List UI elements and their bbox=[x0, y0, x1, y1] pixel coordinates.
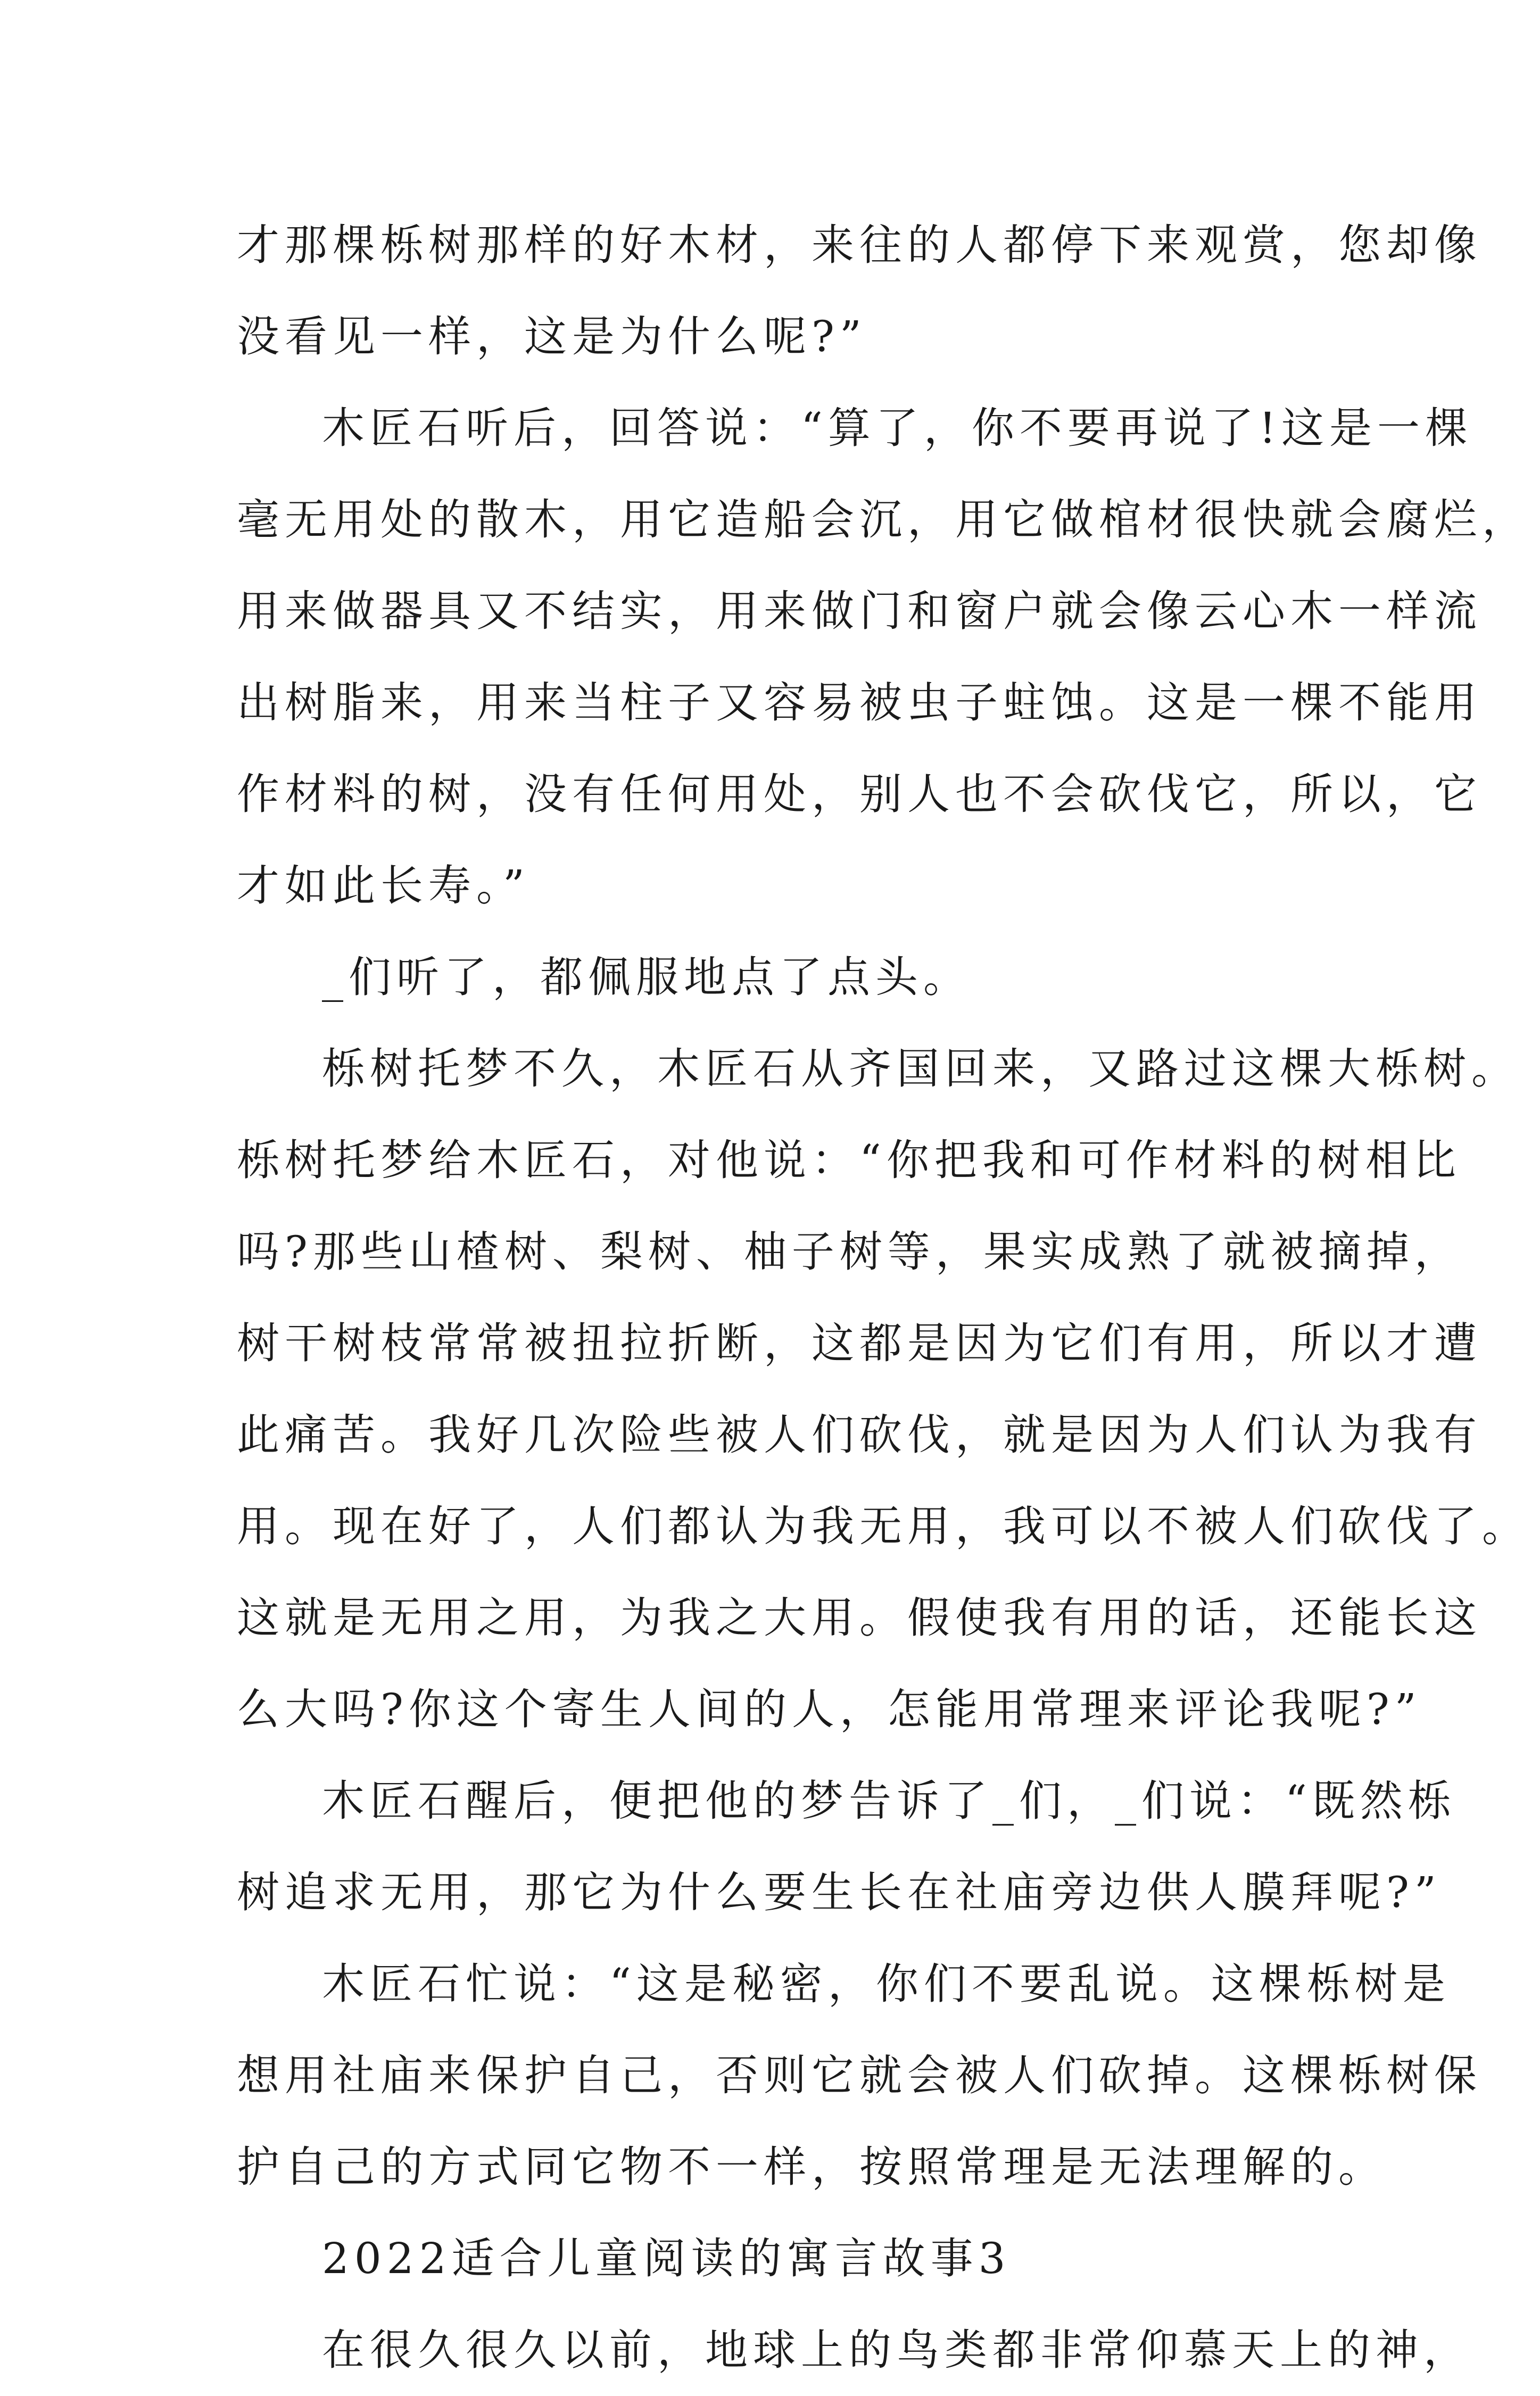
text-line: 在很久很久以前，地球上的鸟类都非常仰慕天上的神， bbox=[322, 2325, 1471, 2375]
text-line: 这就是无用之用，为我之大用。假使我有用的话，还能长这 bbox=[237, 1593, 1482, 1643]
text-line: 栎树托梦不久，木匠石从齐国回来，又路过这棵大栎树。 bbox=[322, 1044, 1519, 1093]
text-line: _们听了，都佩服地点了点头。 bbox=[322, 952, 971, 1002]
text-line: 作材料的树，没有任何用处，别人也不会砍伐它，所以，它 bbox=[237, 769, 1482, 819]
text-line: 吗?那些山楂树、梨树、柚子树等，果实成熟了就被摘掉， bbox=[237, 1227, 1462, 1276]
text-line: 才如此长寿。” bbox=[237, 861, 530, 910]
text-line: 栎树托梦给木匠石，对他说：“你把我和可作材料的树相比 bbox=[237, 1135, 1461, 1185]
document-body bbox=[237, 200, 1530, 2396]
text-line: 毫无用处的散木，用它造船会沉，用它做棺材很快就会腐烂， bbox=[237, 495, 1530, 544]
text-line: 树干树枝常常被扭拉折断，这都是因为它们有用，所以才遭 bbox=[237, 1319, 1482, 1368]
text-line: 没看见一样，这是为什么呢?” bbox=[237, 312, 867, 361]
text-line: 木匠石醒后，便把他的梦告诉了_们，_们说：“既然栎 bbox=[322, 1776, 1456, 1826]
text-line: 想用社庙来保护自己，否则它就会被人们砍掉。这棵栎树保 bbox=[237, 2051, 1482, 2100]
text-line: 护自己的方式同它物不一样，按照常理是无法理解的。 bbox=[237, 2142, 1386, 2192]
text-line: 才那棵栎树那样的好木材，来往的人都停下来观赏，您却像 bbox=[237, 220, 1482, 270]
section-heading: 2022适合儿童阅读的寓言故事3 bbox=[322, 2234, 1011, 2283]
text-line: 木匠石忙说：“这是秘密，你们不要乱说。这棵栎树是 bbox=[322, 1959, 1451, 2009]
text-line: 树追求无用，那它为什么要生长在社庙旁边供人膜拜呢?” bbox=[237, 1868, 1442, 1917]
text-line: 此痛苦。我好几次险些被人们砍伐，就是因为人们认为我有 bbox=[237, 1410, 1482, 1460]
text-line: 用来做器具又不结实，用来做门和窗户就会像云心木一样流 bbox=[237, 586, 1482, 636]
text-line: 用。现在好了，人们都认为我无用，我可以不被人们砍伐了。 bbox=[237, 1502, 1530, 1551]
text-line: 木匠石听后，回答说：“算了，你不要再说了!这是一棵 bbox=[322, 403, 1473, 453]
text-line: 么大吗?你这个寄生人间的人，怎能用常理来评论我呢?” bbox=[237, 1685, 1422, 1734]
text-line: 出树脂来，用来当柱子又容易被虫子蛀蚀。这是一棵不能用 bbox=[237, 678, 1482, 727]
